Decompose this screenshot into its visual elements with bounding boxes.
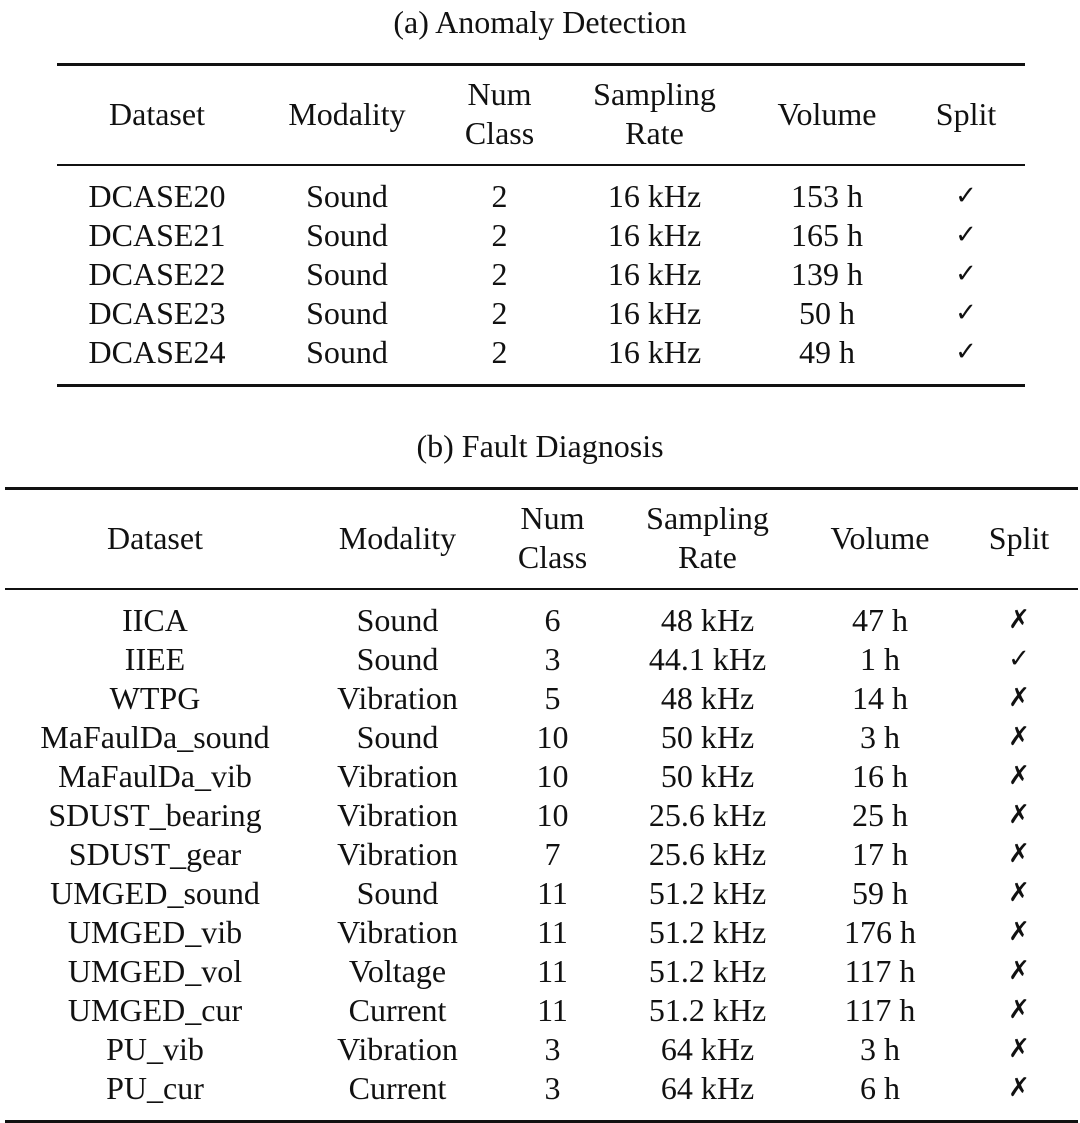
cell-modality: Sound xyxy=(306,334,388,370)
cell-volume: 1 h xyxy=(860,641,900,677)
column-header-num-class xyxy=(437,65,562,166)
cell-sampling-rate: 25.6 kHz xyxy=(648,797,767,833)
cell-sampling-rate: 44.1 kHz xyxy=(648,641,767,677)
cell-num-class: 2 xyxy=(491,178,508,214)
table-row xyxy=(5,913,1078,952)
cell-sampling-rate: 16 kHz xyxy=(607,334,702,370)
table-row xyxy=(5,991,1078,1030)
cell-modality: Vibration xyxy=(337,836,458,872)
header-row xyxy=(5,489,1078,590)
table-row xyxy=(5,874,1078,913)
cell-sampling-rate: 16 kHz xyxy=(607,256,702,292)
cell-volume: 3 h xyxy=(860,719,900,755)
cell-num-class: 11 xyxy=(537,953,568,989)
cell-modality: Current xyxy=(348,992,447,1028)
table-row xyxy=(5,796,1078,835)
cell-modality: Current xyxy=(348,1070,447,1106)
header-label-line2: Rate xyxy=(625,115,684,151)
cross-icon: ✗ xyxy=(1008,683,1030,713)
cell-volume: 49 h xyxy=(799,334,855,370)
cell-sampling-rate: 51.2 kHz xyxy=(648,875,767,911)
header-label-line2: Class xyxy=(464,115,535,151)
cross-icon: ✗ xyxy=(1008,839,1030,869)
cell-num-class: 3 xyxy=(544,641,561,677)
table-row xyxy=(57,255,1025,294)
cell-modality: Sound xyxy=(306,178,388,214)
cell-dataset: DCASE22 xyxy=(88,256,226,292)
cell-modality: Vibration xyxy=(337,914,458,950)
cell-num-class: 11 xyxy=(537,914,568,950)
cell-volume: 117 h xyxy=(844,953,916,989)
cell-dataset: UMGED_vib xyxy=(67,914,243,950)
cell-volume: 139 h xyxy=(791,256,863,292)
header-label: Sampling xyxy=(593,76,716,112)
cell-volume: 165 h xyxy=(791,217,863,253)
cell-dataset: WTPG xyxy=(109,680,201,716)
cross-icon: ✗ xyxy=(1008,956,1030,986)
cross-icon: ✗ xyxy=(1008,995,1030,1025)
cross-icon: ✗ xyxy=(1008,761,1030,791)
cell-modality: Vibration xyxy=(337,758,458,794)
cell-sampling-rate: 48 kHz xyxy=(660,602,755,638)
cell-num-class: 10 xyxy=(536,719,569,755)
header-label: Volume xyxy=(777,95,877,132)
header-label: Split xyxy=(988,519,1050,556)
cell-modality: Sound xyxy=(356,641,439,677)
cell-modality: Sound xyxy=(356,719,439,755)
cell-sampling-rate: 25.6 kHz xyxy=(648,836,767,872)
header-label: Dataset xyxy=(109,95,205,132)
column-header-volume xyxy=(747,65,907,166)
cell-sampling-rate: 48 kHz xyxy=(660,680,755,716)
cell-dataset: UMGED_vol xyxy=(67,953,243,989)
table-row xyxy=(57,294,1025,333)
checkmark-icon: ✓ xyxy=(955,220,977,250)
cell-dataset: DCASE20 xyxy=(88,178,226,214)
column-header-dataset xyxy=(57,65,257,166)
cell-num-class: 10 xyxy=(536,797,569,833)
fault-diagnosis-table xyxy=(5,487,1078,1123)
cell-num-class: 2 xyxy=(491,295,508,331)
table-a-caption: (a) Anomaly Detection xyxy=(393,4,687,40)
cell-sampling-rate: 51.2 kHz xyxy=(648,953,767,989)
cell-modality: Vibration xyxy=(337,680,458,716)
cell-sampling-rate: 51.2 kHz xyxy=(648,914,767,950)
cell-dataset: MaFaulDa_vib xyxy=(58,758,252,794)
cell-dataset: PU_cur xyxy=(106,1070,204,1106)
cell-dataset: DCASE23 xyxy=(88,295,226,331)
cell-volume: 3 h xyxy=(860,1031,900,1067)
table-b-caption: (b) Fault Diagnosis xyxy=(416,428,664,464)
cell-num-class: 7 xyxy=(544,836,561,872)
cell-dataset: DCASE21 xyxy=(88,217,226,253)
cell-volume: 17 h xyxy=(852,836,908,872)
anomaly-detection-table xyxy=(57,63,1025,387)
column-header-volume xyxy=(800,489,960,590)
cell-dataset: IICA xyxy=(122,602,188,638)
table-row xyxy=(57,165,1025,216)
cross-icon: ✗ xyxy=(1008,917,1030,947)
table-row xyxy=(5,679,1078,718)
cross-icon: ✗ xyxy=(1008,878,1030,908)
cell-sampling-rate: 16 kHz xyxy=(607,178,702,214)
header-label: Volume xyxy=(830,519,930,556)
cell-volume: 50 h xyxy=(799,295,855,331)
cross-icon: ✗ xyxy=(1008,605,1030,635)
column-header-sampling-rate xyxy=(615,489,800,590)
cell-dataset: PU_vib xyxy=(106,1031,204,1067)
cross-icon: ✗ xyxy=(1008,1073,1030,1103)
cell-sampling-rate: 16 kHz xyxy=(607,295,702,331)
column-header-modality xyxy=(257,65,437,166)
cell-modality: Sound xyxy=(356,602,439,638)
cell-num-class: 2 xyxy=(491,217,508,253)
column-header-modality xyxy=(305,489,490,590)
cell-dataset: SDUST_gear xyxy=(68,836,242,872)
table-row xyxy=(57,216,1025,255)
cell-dataset: DCASE24 xyxy=(88,334,226,370)
cell-volume: 59 h xyxy=(852,875,908,911)
cell-sampling-rate: 64 kHz xyxy=(660,1070,755,1106)
header-label-line2: Class xyxy=(517,539,588,575)
cell-volume: 176 h xyxy=(844,914,916,950)
cell-modality: Sound xyxy=(306,295,388,331)
cell-modality: Sound xyxy=(306,217,388,253)
cell-modality: Sound xyxy=(356,875,439,911)
header-label-line2: Rate xyxy=(678,539,737,575)
table-row xyxy=(5,1030,1078,1069)
cell-num-class: 3 xyxy=(544,1031,561,1067)
cell-volume: 6 h xyxy=(860,1070,900,1106)
cell-num-class: 6 xyxy=(544,602,561,638)
cell-sampling-rate: 64 kHz xyxy=(660,1031,755,1067)
header-label: Sampling xyxy=(646,500,769,536)
column-header-dataset xyxy=(5,489,305,590)
cell-num-class: 11 xyxy=(537,992,568,1028)
cell-volume: 117 h xyxy=(844,992,916,1028)
cell-modality: Vibration xyxy=(337,797,458,833)
cell-num-class: 2 xyxy=(491,334,508,370)
cell-dataset: SDUST_bearing xyxy=(48,797,262,833)
cell-num-class: 2 xyxy=(491,256,508,292)
cell-sampling-rate: 50 kHz xyxy=(660,719,755,755)
cell-dataset: MaFaulDa_sound xyxy=(40,719,270,755)
column-header-split xyxy=(960,489,1078,590)
cell-volume: 16 h xyxy=(852,758,908,794)
cross-icon: ✗ xyxy=(1008,800,1030,830)
cell-volume: 153 h xyxy=(791,178,863,214)
header-label: Split xyxy=(935,95,997,132)
cell-modality: Voltage xyxy=(348,953,447,989)
cell-modality: Vibration xyxy=(337,1031,458,1067)
header-row xyxy=(57,65,1025,166)
checkmark-icon: ✓ xyxy=(955,259,977,289)
cross-icon: ✗ xyxy=(1008,1034,1030,1064)
cross-icon: ✗ xyxy=(1008,722,1030,752)
table-row xyxy=(5,718,1078,757)
checkmark-icon: ✓ xyxy=(955,337,977,367)
header-label: Modality xyxy=(338,519,457,556)
cell-num-class: 10 xyxy=(536,758,569,794)
header-label: Dataset xyxy=(107,519,203,556)
cell-sampling-rate: 50 kHz xyxy=(660,758,755,794)
cell-volume: 47 h xyxy=(852,602,908,638)
table-row xyxy=(5,952,1078,991)
table-row xyxy=(5,1069,1078,1122)
cell-dataset: UMGED_sound xyxy=(50,875,260,911)
table-row xyxy=(5,757,1078,796)
column-header-sampling-rate xyxy=(562,65,747,166)
table-row xyxy=(5,640,1078,679)
table-row xyxy=(5,589,1078,640)
table-row xyxy=(5,835,1078,874)
table-row xyxy=(57,333,1025,386)
cell-dataset: UMGED_cur xyxy=(67,992,243,1028)
checkmark-icon: ✓ xyxy=(955,298,977,328)
header-label: Num xyxy=(520,500,585,536)
cell-num-class: 3 xyxy=(544,1070,561,1106)
cell-sampling-rate: 16 kHz xyxy=(607,217,702,253)
checkmark-icon: ✓ xyxy=(1008,644,1030,674)
header-label: Num xyxy=(467,76,532,112)
cell-dataset: IIEE xyxy=(124,641,186,677)
cell-volume: 25 h xyxy=(852,797,908,833)
cell-num-class: 5 xyxy=(544,680,561,716)
cell-num-class: 11 xyxy=(537,875,568,911)
header-label: Modality xyxy=(288,95,406,132)
cell-volume: 14 h xyxy=(852,680,908,716)
column-header-num-class xyxy=(490,489,615,590)
cell-sampling-rate: 51.2 kHz xyxy=(648,992,767,1028)
cell-modality: Sound xyxy=(306,256,388,292)
column-header-split xyxy=(907,65,1025,166)
checkmark-icon: ✓ xyxy=(955,181,977,211)
